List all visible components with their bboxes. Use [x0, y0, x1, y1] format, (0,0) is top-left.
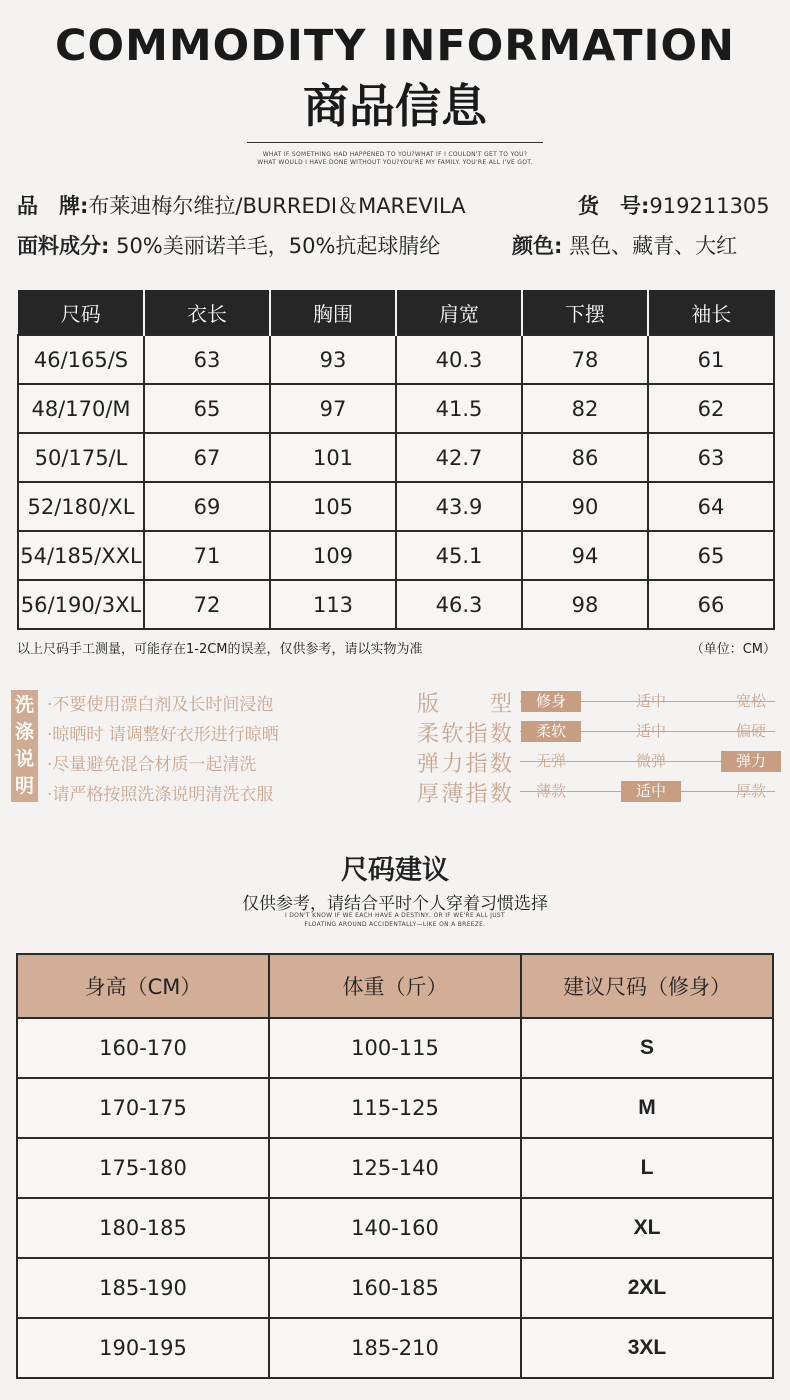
- header-cell: 体重（斤）: [269, 954, 521, 1018]
- wash-item: ·尽量避免混合材质一起清洗: [47, 755, 257, 775]
- table-cell: 64: [648, 482, 774, 531]
- table-cell: 72: [144, 580, 270, 629]
- table-cell: 78: [522, 335, 648, 384]
- color-label: 颜色:: [512, 234, 563, 258]
- table-row: [18, 433, 774, 482]
- thickness-option-thin: 薄款: [535, 782, 566, 800]
- table-row: [17, 1018, 773, 1078]
- softness-option-soft: 柔软: [521, 721, 581, 742]
- weight-cell: 160-185: [269, 1258, 521, 1318]
- size-cell: 2XL: [521, 1258, 773, 1318]
- table-cell: 97: [270, 384, 396, 433]
- wash-instructions-label: 洗涤说明: [11, 690, 38, 802]
- table-row: [18, 580, 774, 629]
- table-cell: 43.9: [396, 482, 522, 531]
- height-cell: 170-175: [17, 1078, 269, 1138]
- elasticity-index-label: 弹力指数: [417, 752, 512, 777]
- table-row: [18, 335, 774, 384]
- table-cell: 62: [648, 384, 774, 433]
- size-advice-title: 尺码建议: [341, 855, 449, 886]
- header-cell: 袖长: [648, 291, 774, 336]
- fabric-row: [17, 231, 440, 261]
- table-cell: 52/180/XL: [18, 482, 144, 531]
- table-cell: 66: [648, 580, 774, 629]
- title-divider: [247, 142, 543, 143]
- table-cell: 82: [522, 384, 648, 433]
- height-cell: 185-190: [17, 1258, 269, 1318]
- elasticity-option-stretch: 弹力: [721, 751, 781, 772]
- table-cell: 113: [270, 580, 396, 629]
- table-row: [18, 482, 774, 531]
- brand-value: 布莱迪梅尔维拉/BURREDI＆MAREVILA: [88, 194, 466, 218]
- item-number-value: 919211305: [649, 194, 770, 218]
- size-advice-tagline-1: I DON'T KNOW IF WE EACH HAVE A DESTINY, OR IF WE'RE ALL JUST: [284, 912, 506, 919]
- unit-note: （单位：CM）: [690, 642, 776, 657]
- table-row: [18, 531, 774, 580]
- table-cell: 71: [144, 531, 270, 580]
- height-cell: 160-170: [17, 1018, 269, 1078]
- table-row: [17, 1138, 773, 1198]
- table-cell: 40.3: [396, 335, 522, 384]
- wash-item: ·晾晒时 请调整好衣形进行晾晒: [47, 725, 279, 745]
- brand-row: [17, 191, 466, 221]
- header-cell: 尺码: [18, 291, 144, 336]
- header-cell: 建议尺码（修身）: [521, 954, 773, 1018]
- table-cell: 63: [648, 433, 774, 482]
- tagline-line-1: WHAT IF SOMETHING HAD HAPPENED TO YOU?WHAT IF I COULDN'T GET TO YOU?: [262, 151, 528, 158]
- table-cell: 63: [144, 335, 270, 384]
- elasticity-option-none: 无弹: [535, 752, 566, 770]
- table-cell: 101: [270, 433, 396, 482]
- size-advice-header: [17, 954, 773, 1018]
- measurement-note: 以上尺码手工测量，可能存在1-2CM的误差，仅供参考，请以实物为准: [17, 642, 423, 657]
- size-cell: 3XL: [521, 1318, 773, 1378]
- table-row: [17, 1258, 773, 1318]
- tagline-line-2: WHAT WOULD I HAVE DONE WITHOUT YOU?YOU'RE MY FAMILY. YOU'RE ALL I'VE GOT.: [257, 159, 533, 166]
- fit-option-slim: 修身: [521, 691, 581, 712]
- table-cell: 67: [144, 433, 270, 482]
- thickness-option-medium: 适中: [621, 781, 681, 802]
- height-cell: 180-185: [17, 1198, 269, 1258]
- size-cell: S: [521, 1018, 773, 1078]
- table-cell: 54/185/XXL: [18, 531, 144, 580]
- size-advice-table: [16, 953, 774, 1379]
- wash-item: ·不要使用漂白剂及长时间浸泡: [47, 695, 274, 715]
- table-cell: 93: [270, 335, 396, 384]
- size-cell: L: [521, 1138, 773, 1198]
- table-cell: 46.3: [396, 580, 522, 629]
- size-advice-tagline-2: FLOATING AROUND ACCIDENTALLY—LIKE ON A BREEZE.: [304, 921, 486, 928]
- page-title-en: COMMODITY INFORMATION: [54, 21, 735, 71]
- table-cell: 105: [270, 482, 396, 531]
- header-cell: 肩宽: [396, 291, 522, 336]
- table-cell: 42.7: [396, 433, 522, 482]
- weight-cell: 115-125: [269, 1078, 521, 1138]
- fit-option-regular: 适中: [635, 692, 666, 710]
- header-cell: 下摆: [522, 291, 648, 336]
- table-cell: 86: [522, 433, 648, 482]
- table-cell: 41.5: [396, 384, 522, 433]
- height-cell: 190-195: [17, 1318, 269, 1378]
- item-number-row: [578, 191, 770, 221]
- table-cell: 61: [648, 335, 774, 384]
- height-cell: 175-180: [17, 1138, 269, 1198]
- table-row: [17, 1318, 773, 1378]
- wash-item: ·请严格按照洗涤说明清洗衣服: [47, 785, 274, 805]
- item-number-label: 货 号:: [578, 194, 650, 218]
- weight-cell: 140-160: [269, 1198, 521, 1258]
- table-cell: 48/170/M: [18, 384, 144, 433]
- size-cell: M: [521, 1078, 773, 1138]
- color-row: [512, 231, 737, 261]
- weight-cell: 185-210: [269, 1318, 521, 1378]
- fit-index-label: 版型: [417, 692, 512, 717]
- table-cell: 94: [522, 531, 648, 580]
- softness-option-medium: 适中: [635, 722, 666, 740]
- table-cell: 109: [270, 531, 396, 580]
- weight-cell: 100-115: [269, 1018, 521, 1078]
- table-row: [18, 384, 774, 433]
- table-cell: 90: [522, 482, 648, 531]
- table-row: [17, 1198, 773, 1258]
- size-cell: XL: [521, 1198, 773, 1258]
- color-value: 黑色、藏青、大红: [562, 234, 738, 258]
- table-cell: 50/175/L: [18, 433, 144, 482]
- table-cell: 65: [648, 531, 774, 580]
- table-cell: 45.1: [396, 531, 522, 580]
- thickness-index-label: 厚薄指数: [417, 782, 512, 807]
- size-advice-subtitle: 仅供参考，请结合平时个人穿着习惯选择: [242, 894, 548, 914]
- header-cell: 衣长: [144, 291, 270, 336]
- elasticity-option-slight: 微弹: [635, 752, 666, 770]
- weight-cell: 125-140: [269, 1138, 521, 1198]
- thickness-option-thick: 厚款: [735, 782, 766, 800]
- fabric-value: 50%美丽诺羊毛，50%抗起球腈纶: [109, 234, 441, 258]
- softness-index-label: 柔软指数: [417, 722, 512, 747]
- page-title-cn: 商品信息: [303, 79, 487, 133]
- table-cell: 56/190/3XL: [18, 580, 144, 629]
- fit-option-loose: 宽松: [735, 692, 766, 710]
- size-table-header: [18, 291, 774, 336]
- header-cell: 胸围: [270, 291, 396, 336]
- fabric-label: 面料成分:: [17, 234, 110, 258]
- table-cell: 65: [144, 384, 270, 433]
- header-cell: 身高（CM）: [17, 954, 269, 1018]
- table-cell: 69: [144, 482, 270, 531]
- table-cell: 46/165/S: [18, 335, 144, 384]
- softness-option-hard: 偏硬: [735, 722, 766, 740]
- table-cell: 98: [522, 580, 648, 629]
- size-table: [17, 290, 775, 630]
- brand-label: 品 牌:: [17, 194, 89, 218]
- table-row: [17, 1078, 773, 1138]
